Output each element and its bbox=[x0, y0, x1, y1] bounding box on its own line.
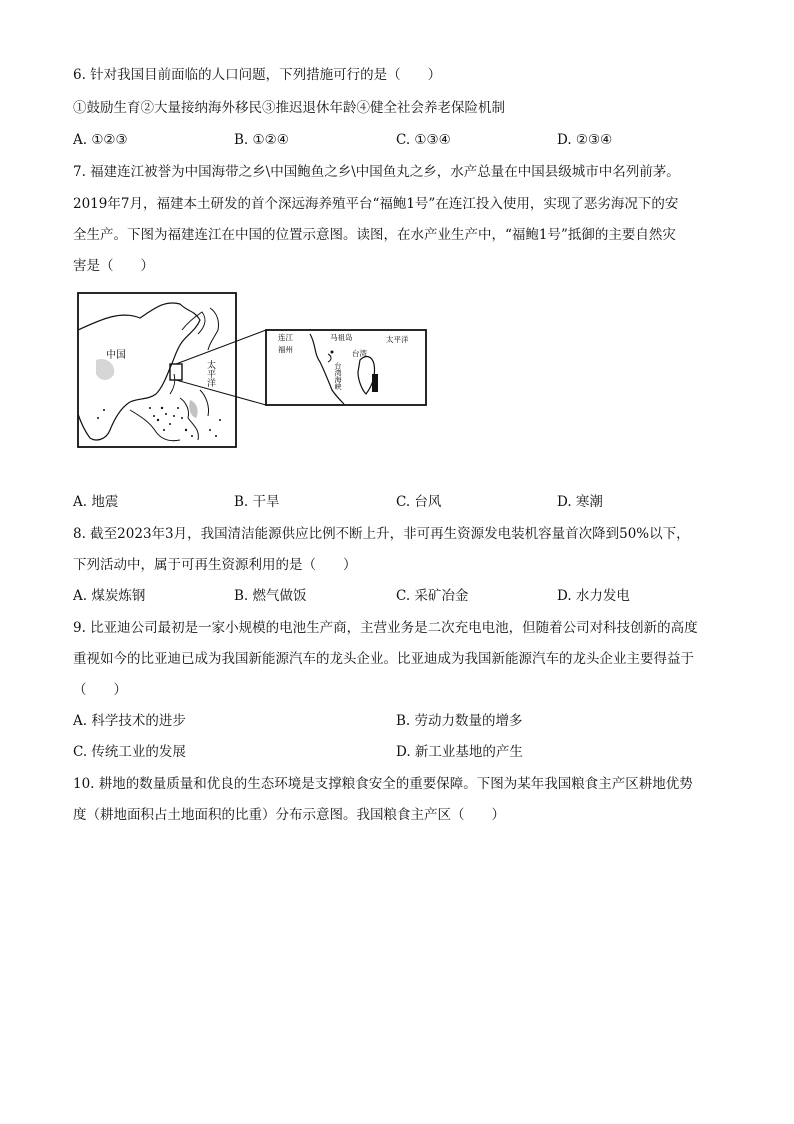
q7-stem-line-1: 7. 福建连江被誉为中国海带之乡\中国鲍鱼之乡\中国鱼丸之乡，水产总量在中国县级城市中名列前茅。 bbox=[73, 164, 680, 180]
q7-option-c[interactable]: C. 台风 bbox=[396, 494, 442, 510]
q9-stem-line-1: 9. 比亚迪公司最初是一家小规模的电池生产商，主营业务是二次充电电池，但随着公司对科技创新的高度 bbox=[73, 620, 698, 636]
q8-option-a[interactable]: A. 煤炭炼钢 bbox=[73, 588, 146, 604]
q7-stem-line-2: 2019年7月，福建本土研发的首个深远海养殖平台“福鲍1号”在连江投入使用，实现了恶劣海况下的安 bbox=[73, 196, 679, 212]
label-lianjiang: 连江 bbox=[278, 333, 293, 342]
q8-option-b[interactable]: B. 燃气做饭 bbox=[234, 588, 307, 604]
q9-option-a[interactable]: A. 科学技术的进步 bbox=[73, 713, 186, 729]
q7-option-a[interactable]: A. 地震 bbox=[73, 494, 119, 510]
q8-stem-line-2: 下列活动中，属于可再生资源利用的是（ ） bbox=[73, 557, 357, 573]
map-label-china: 中国 bbox=[106, 350, 126, 361]
q6-items: ①鼓励生育②大量接纳海外移民③推迟退休年龄④健全社会养老保险机制 bbox=[73, 100, 505, 116]
q7-stem-line-3: 全生产。下图为福建连江在中国的位置示意图。读图，在水产业生产中，“福鲍1号”抵御的主要自然灾 bbox=[73, 227, 676, 243]
q7-option-b[interactable]: B. 干旱 bbox=[234, 494, 280, 510]
map-label-pacific: 太平洋 bbox=[205, 360, 215, 387]
q6-stem: 6. 针对我国目前面临的人口问题，下列措施可行的是（ ） bbox=[73, 67, 442, 83]
q10-stem-line-2: 度（耕地面积占土地面积的比重）分布示意图。我国粮食主产区（ ） bbox=[73, 807, 505, 823]
q9-stem-line-3: （ ） bbox=[73, 682, 127, 698]
q8-option-c[interactable]: C. 采矿冶金 bbox=[396, 588, 469, 604]
q7-option-d[interactable]: D. 寒潮 bbox=[557, 494, 603, 510]
q6-option-a[interactable]: A. ①②③ bbox=[73, 132, 128, 148]
q9-option-b[interactable]: B. 劳动力数量的增多 bbox=[396, 713, 523, 729]
q9-option-d[interactable]: D. 新工业基地的产生 bbox=[396, 744, 523, 760]
label-fuzhou: 福州 bbox=[278, 345, 293, 354]
q8-stem-line-1: 8. 截至2023年3月，我国清洁能源供应比例不断上升，非可再生资源发电装机容量首次降到50%以下， bbox=[73, 526, 690, 542]
q10-stem-line-1: 10. 耕地的数量质量和优良的生态环境是支撑粮食安全的重要保障。下图为某年我国粮食主产区耕地优势 bbox=[73, 776, 693, 792]
q7-stem-line-4: 害是（ ） bbox=[73, 258, 154, 274]
q8-option-d[interactable]: D. 水力发电 bbox=[557, 588, 630, 604]
q6-option-d[interactable]: D. ②③④ bbox=[557, 132, 613, 148]
label-taiwan-strait: 台湾海峡 bbox=[334, 362, 342, 390]
q9-stem-line-2: 重视如今的比亚迪已成为我国新能源汽车的龙头企业。比亚迪成为我国新能源汽车的龙头企业主要得益于 bbox=[73, 651, 694, 667]
label-matsu: 马祖岛 bbox=[330, 333, 353, 342]
lianjiang-location-map bbox=[70, 290, 440, 455]
marker-bar bbox=[372, 374, 378, 392]
q6-option-b[interactable]: B. ①②④ bbox=[234, 132, 289, 148]
label-pacific-small: 太平洋 bbox=[386, 335, 409, 344]
label-taiwan: 台湾 bbox=[352, 349, 367, 358]
q9-option-c[interactable]: C. 传统工业的发展 bbox=[73, 744, 186, 760]
q6-option-c[interactable]: C. ①③④ bbox=[396, 132, 451, 148]
